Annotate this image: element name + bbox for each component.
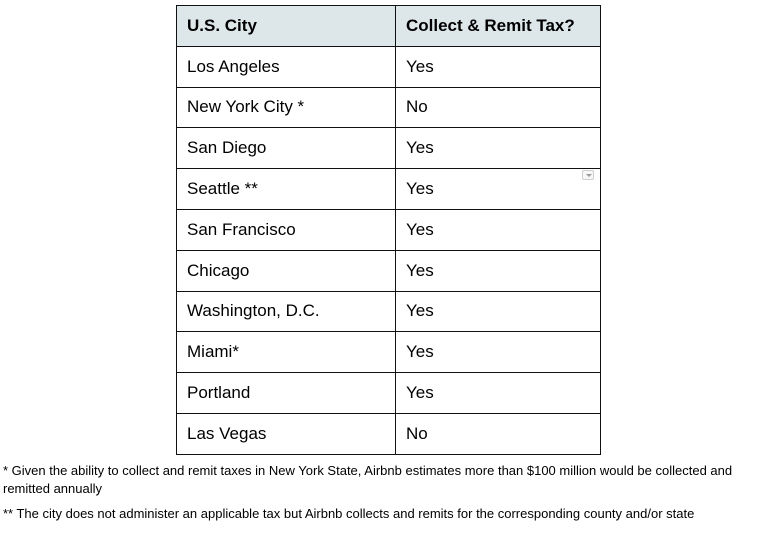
- table-row: [177, 373, 601, 414]
- tax-cell: Yes: [396, 169, 601, 210]
- table-row: [177, 128, 601, 169]
- table-row: [177, 413, 601, 454]
- table-row: [177, 209, 601, 250]
- tax-cell: Yes: [396, 291, 601, 332]
- table-row: [177, 332, 601, 373]
- tax-cell: No: [396, 87, 601, 128]
- header-collect-remit-tax: Collect & Remit Tax?: [396, 6, 601, 47]
- header-city: U.S. City: [177, 6, 396, 47]
- city-cell: New York City *: [177, 87, 396, 128]
- tax-cell: Yes: [396, 250, 601, 291]
- footnote-seattle: ** The city does not administer an applicable tax but Airbnb collects and remits for the corresponding county and/or state: [3, 506, 695, 521]
- tax-cell: No: [396, 413, 601, 454]
- city-cell: Los Angeles: [177, 46, 396, 87]
- city-tax-table: [176, 5, 601, 455]
- tax-cell: Yes: [396, 373, 601, 414]
- city-cell: San Diego: [177, 128, 396, 169]
- table-row: [177, 250, 601, 291]
- tax-cell: Yes: [396, 209, 601, 250]
- tax-cell: Yes: [396, 332, 601, 373]
- table-row: [177, 169, 601, 210]
- tax-cell: Yes: [396, 46, 601, 87]
- city-cell: Chicago: [177, 250, 396, 291]
- chevron-down-icon[interactable]: [582, 170, 594, 180]
- footnote-new-york: * Given the ability to collect and remit taxes in New York State, Airbnb estimates more than $100 million would be collected and remitted annually: [3, 463, 733, 496]
- city-cell: Las Vegas: [177, 413, 396, 454]
- city-cell: Washington, D.C.: [177, 291, 396, 332]
- table-header-row: [177, 6, 601, 47]
- table-row: [177, 87, 601, 128]
- tax-cell: Yes: [396, 128, 601, 169]
- table-row: [177, 46, 601, 87]
- city-cell: Seattle **: [177, 169, 396, 210]
- table-row: [177, 291, 601, 332]
- city-cell: Portland: [177, 373, 396, 414]
- city-cell: Miami*: [177, 332, 396, 373]
- city-cell: San Francisco: [177, 209, 396, 250]
